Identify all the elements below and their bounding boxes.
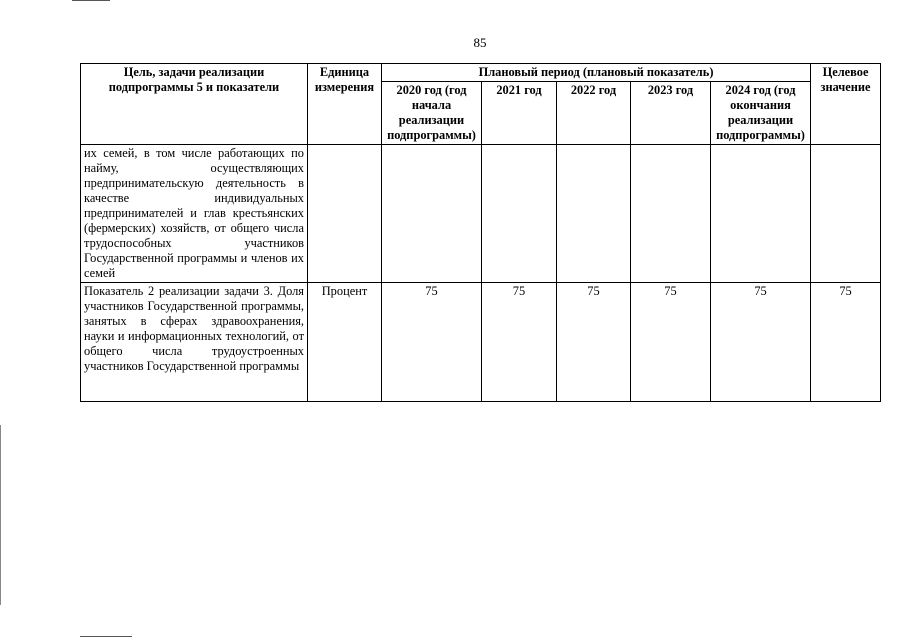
value-2021 [482,145,557,283]
header-year-2022: 2022 год [557,82,631,145]
header-unit: Единица измерения [308,64,382,145]
value-2022 [557,145,631,283]
indicator-description: их семей, в том числе работающих по найму, осуществляющих предпринимательскую деятельность в качестве индивидуальных предпринимателей и глав крестьянских (фермерских) хозяйств, от общего числа трудоспособных участников Государственной программы и членов их семей [81,145,308,283]
value-2023: 75 [631,283,711,402]
header-year-2020: 2020 год (год начала реализации подпрограммы) [382,82,482,145]
header-goal: Цель, задачи реализации подпрограммы 5 и показатели [81,64,308,145]
value-2024: 75 [711,283,811,402]
target-value: 75 [811,283,881,402]
indicator-unit [308,145,382,283]
value-2020 [382,145,482,283]
scan-mark-left [0,425,1,605]
value-2022: 75 [557,283,631,402]
value-2024 [711,145,811,283]
indicator-description: Показатель 2 реализации задачи 3. Доля участников Государственной программы, занятых в сферах здравоохранения, науки и информационных технологий, от общего числа трудоустроенных участников Государственной программы [81,283,308,402]
header-year-2024: 2024 год (год окончания реализации подпрограммы) [711,82,811,145]
target-value [811,145,881,283]
value-2023 [631,145,711,283]
scan-mark-top [72,0,110,1]
header-year-2021: 2021 год [482,82,557,145]
indicator-unit: Процент [308,283,382,402]
value-2020: 75 [382,283,482,402]
scan-mark-bottom [80,636,132,637]
indicators-table [80,63,881,402]
header-target-value: Целевое значение [811,64,881,145]
header-planned-period: Плановый период (плановый показатель) [382,64,811,82]
header-year-2023: 2023 год [631,82,711,145]
value-2021: 75 [482,283,557,402]
table-row [81,145,881,283]
page-number: 85 [473,35,487,50]
table-row [81,283,881,402]
